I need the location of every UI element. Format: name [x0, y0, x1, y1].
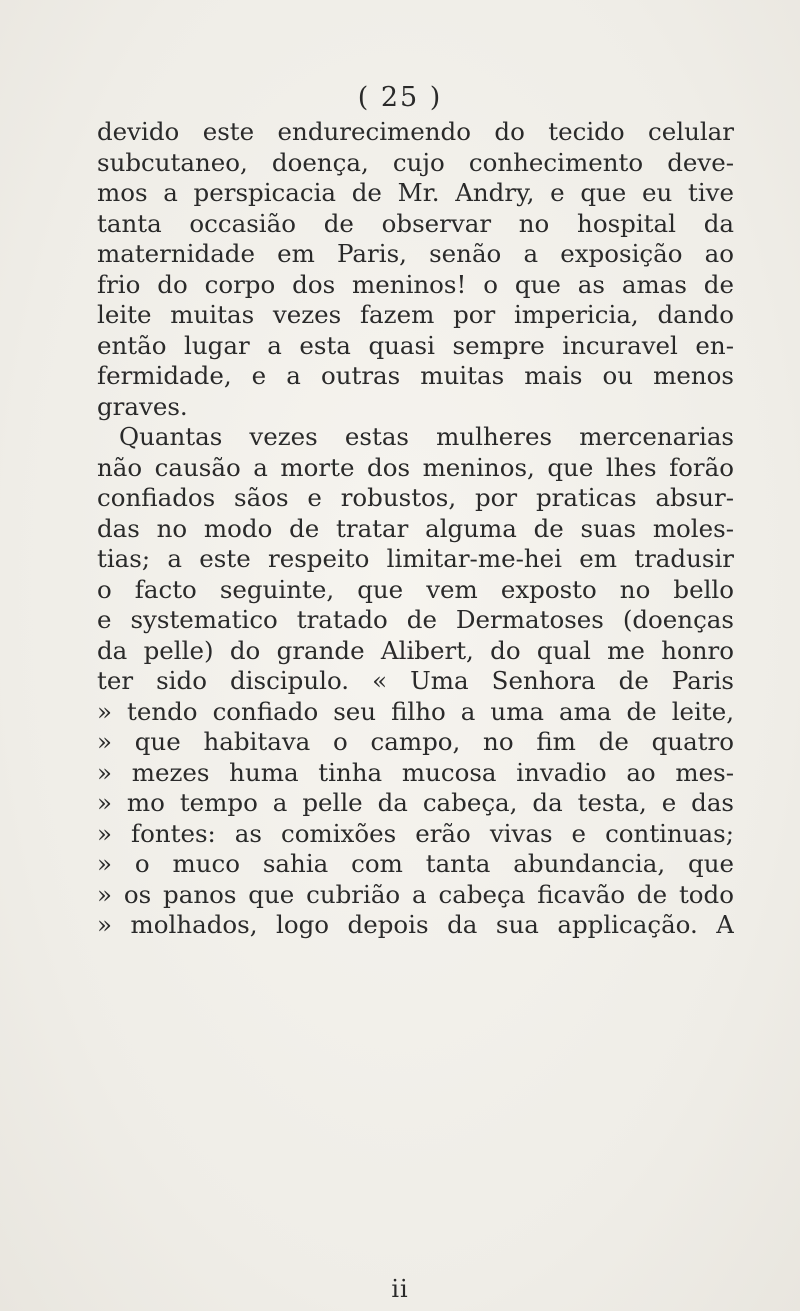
quote-line: » mo tempo a pelle da cabeça, da testa, e das — [97, 788, 734, 817]
quote-line: » os panos que cubrião a cabeça ficavão de todo — [97, 879, 734, 909]
body-text — [97, 117, 734, 941]
text-line: tias; a este respeito limitar-me-hei em tradusir — [97, 544, 734, 573]
text-line: leite muitas vezes fazem por impericia, dando — [97, 300, 734, 329]
quote-line: » que habitava o campo, no fim de quatro — [97, 727, 734, 756]
quote-line: » tendo confiado seu filho a uma ama de leite, — [97, 696, 734, 726]
text-line: confiados sãos e robustos, por praticas absur- — [97, 483, 734, 512]
text-line: fermidade, e a outras muitas mais ou menos — [97, 361, 734, 390]
text-line: tanta occasião de observar no hospital da — [97, 208, 734, 238]
text-line: subcutaneo, doença, cujo conhecimento deve- — [97, 147, 734, 177]
text-line: maternidade em Paris, senão a exposição ao — [97, 239, 734, 268]
quote-line: » molhados, logo depois da sua applicação. A — [97, 910, 734, 939]
quote-line: » fontes: as comixões erão vivas e continuas; — [97, 818, 734, 848]
text-line: o facto seguinte, que vem exposto no bello — [97, 574, 734, 604]
text-line: devido este endurecimendo do tecido celular — [97, 117, 734, 146]
text-line: graves. — [97, 391, 188, 421]
text-line: frio do corpo dos meninos! o que as amas de — [97, 269, 734, 299]
text-line: então lugar a esta quasi sempre incuravel en- — [97, 330, 734, 360]
page-number: ( 25 ) — [357, 82, 443, 113]
text-line: não causão a morte dos meninos, que lhes forão — [97, 452, 734, 482]
text-line: da pelle) do grande Alibert, do qual me honro — [97, 635, 734, 665]
signature-mark: ii — [391, 1275, 409, 1303]
text-line: das no modo de tratar alguma de suas moles- — [97, 513, 734, 543]
quote-line: » mezes huma tinha mucosa invadio ao mes- — [97, 757, 734, 787]
text-line: e systematico tratado de Dermatoses (doenças — [97, 605, 734, 634]
text-line: mos a perspicacia de Mr. Andry, e que eu tive — [97, 178, 734, 207]
quote-line: » o muco sahia com tanta abundancia, que — [97, 849, 734, 878]
text-line: ter sido discipulo. « Uma Senhora de Paris — [97, 666, 734, 695]
paragraph-start-line: Quantas vezes estas mulheres mercenarias — [119, 422, 734, 451]
